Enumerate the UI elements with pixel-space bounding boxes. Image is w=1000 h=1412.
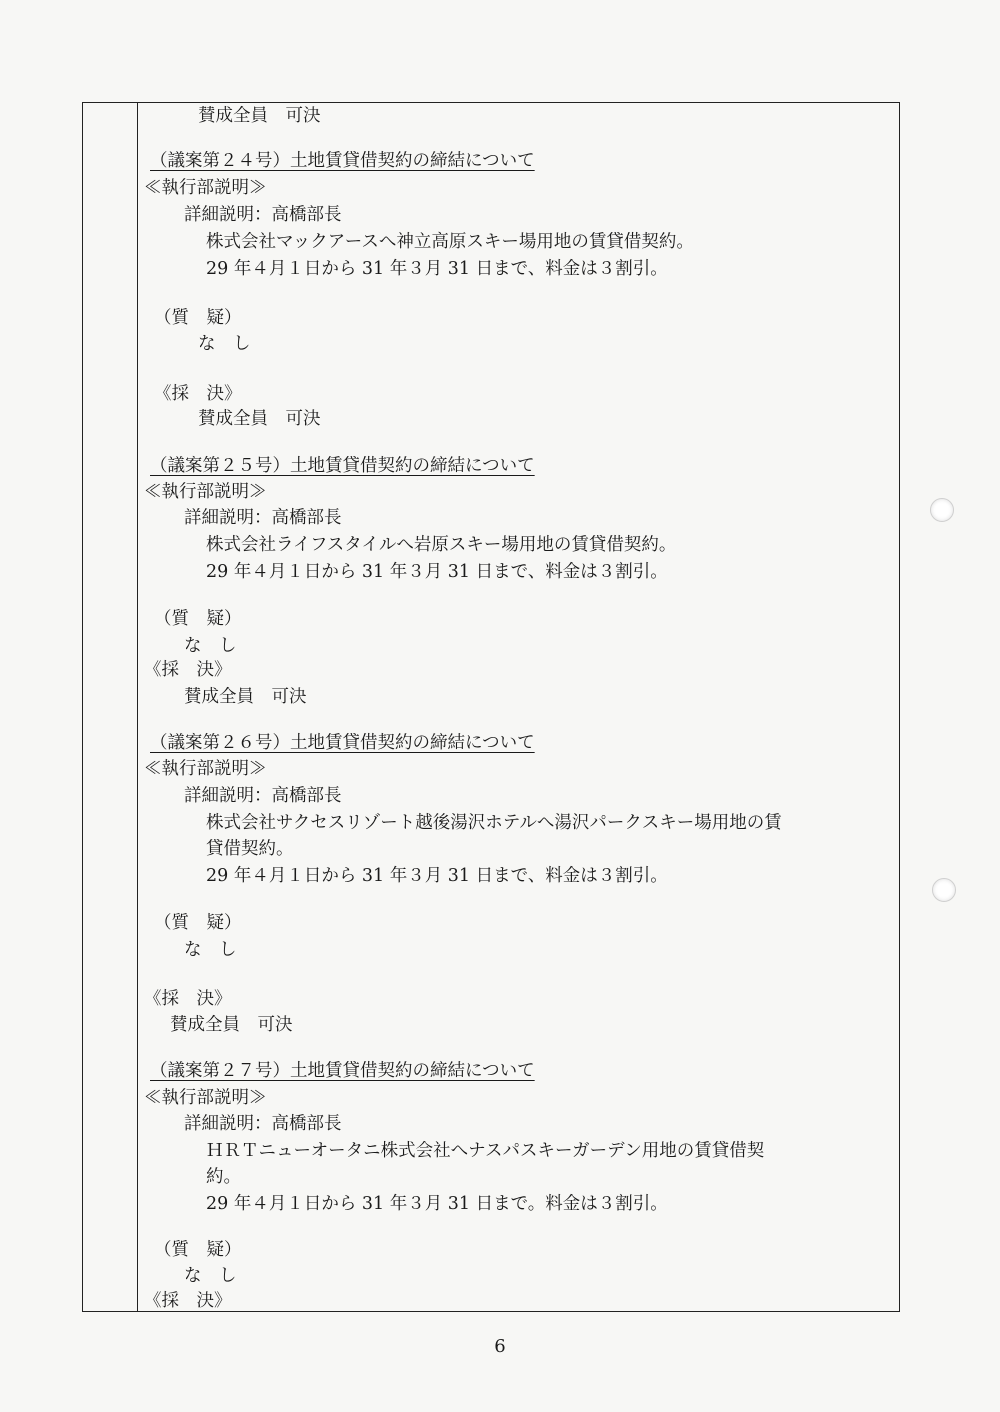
question-answer: な し: [184, 1266, 237, 1286]
vote-result: 賛成全員 可決: [198, 106, 321, 126]
executive-explanation-label: ≪執行部説明≫: [144, 178, 267, 198]
question-label: （質 疑）: [154, 913, 242, 933]
detail-explanation: 詳細説明：高橋部長: [184, 205, 342, 225]
question-label: （質 疑）: [154, 308, 242, 328]
explanation-text: 29 年４月１日から 31 年３月 31 日まで。料金は３割引。: [206, 1194, 668, 1214]
explanation-text: 29 年４月１日から 31 年３月 31 日まで、料金は３割引。: [206, 866, 668, 886]
executive-explanation-label: ≪執行部説明≫: [144, 482, 267, 502]
minutes-content: [140, 102, 900, 1312]
detail-explanation: 詳細説明：高橋部長: [184, 508, 342, 528]
left-margin-column: [82, 102, 138, 1312]
executive-explanation-label: ≪執行部説明≫: [144, 759, 267, 779]
punch-hole: [930, 498, 954, 522]
vote-label: 《採 決》: [154, 384, 242, 404]
punch-hole: [932, 878, 956, 902]
bill-24-heading: （議案第２４号）土地賃貸借契約の締結について: [150, 151, 535, 171]
explanation-text: 株式会社ライフスタイルへ岩原スキー場用地の賃貸借契約。: [206, 535, 677, 555]
vote-label: 《採 決》: [144, 989, 232, 1009]
explanation-text: 株式会社マックアースへ神立高原スキー場用地の賃貸借契約。: [206, 232, 694, 252]
question-answer: な し: [184, 940, 237, 960]
executive-explanation-label: ≪執行部説明≫: [144, 1088, 267, 1108]
bill-26-heading: （議案第２６号）土地賃貸借契約の締結について: [150, 733, 535, 753]
question-label: （質 疑）: [154, 609, 242, 629]
detail-explanation: 詳細説明：高橋部長: [184, 1114, 342, 1134]
vote-result: 賛成全員 可決: [198, 409, 321, 429]
explanation-text: 貸借契約。: [206, 839, 294, 859]
vote-result: 賛成全員 可決: [184, 687, 307, 707]
explanation-text: 約。: [206, 1167, 241, 1187]
vote-label: 《採 決》: [144, 1291, 232, 1311]
question-answer: な し: [198, 334, 251, 354]
question-label: （質 疑）: [154, 1240, 242, 1260]
detail-explanation: 詳細説明：高橋部長: [184, 786, 342, 806]
bill-25-heading: （議案第２５号）土地賃貸借契約の締結について: [150, 456, 535, 476]
vote-label: 《採 決》: [144, 660, 232, 680]
explanation-text: 株式会社サクセスリゾート越後湯沢ホテルへ湯沢パークスキー場用地の賃: [206, 813, 782, 833]
page-number: 6: [494, 1336, 506, 1357]
bill-27-heading: （議案第２７号）土地賃貸借契約の締結について: [150, 1061, 535, 1081]
vote-result: 賛成全員 可決: [170, 1015, 293, 1035]
explanation-text: ＨＲＴニューオータニ株式会社へナスパスキーガーデン用地の賃貸借契: [206, 1141, 765, 1161]
explanation-text: 29 年４月１日から 31 年３月 31 日まで、料金は３割引。: [206, 562, 668, 582]
question-answer: な し: [184, 636, 237, 656]
explanation-text: 29 年４月１日から 31 年３月 31 日まで、料金は３割引。: [206, 259, 668, 279]
